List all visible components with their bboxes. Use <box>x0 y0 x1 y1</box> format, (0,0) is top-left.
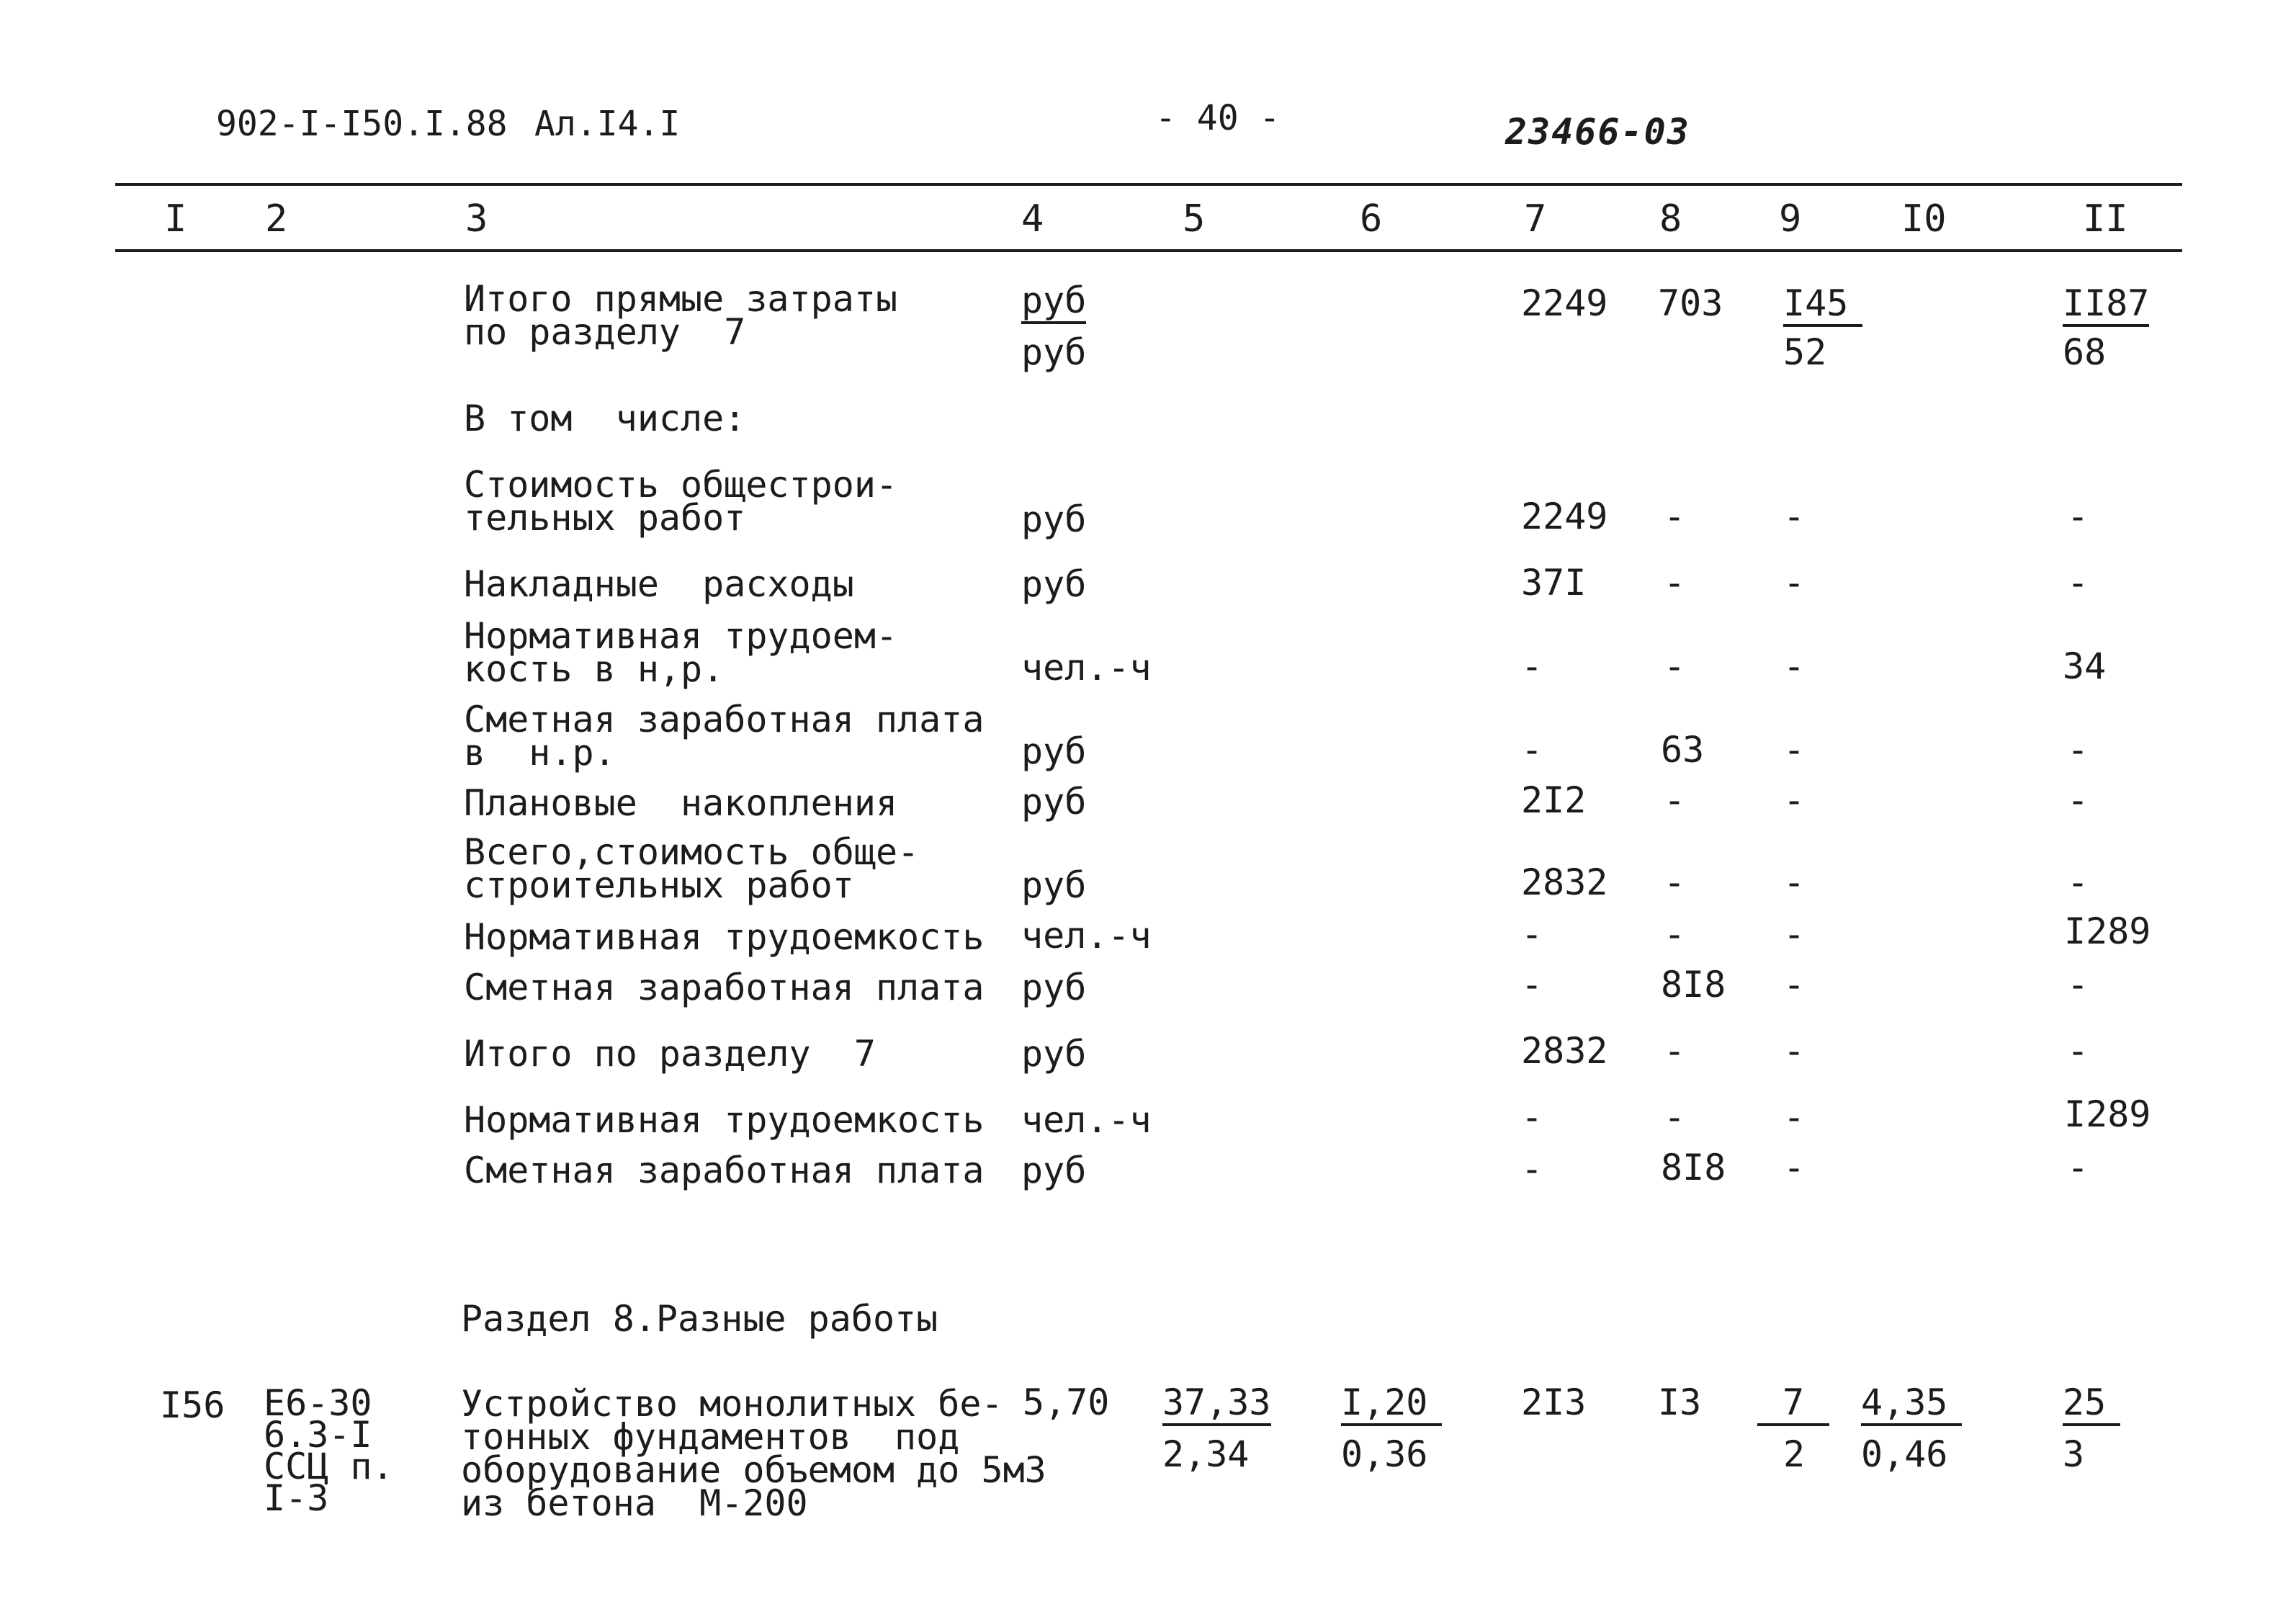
cell-col7: 2832 <box>1521 1030 1608 1072</box>
cell-col11: I289 <box>2064 1093 2151 1135</box>
cell-col9: - <box>1783 913 1806 955</box>
cell-col8: - <box>1664 913 1686 955</box>
unit: руб <box>1021 864 1087 906</box>
cell-col7: 2I3 <box>1521 1381 1587 1423</box>
unit: руб <box>1021 1033 1087 1075</box>
row-description: Сметная заработная плата в н.р. <box>464 699 985 774</box>
cell-col6: I,20 <box>1341 1384 1442 1426</box>
row-description: Итого по разделу 7 <box>464 1033 876 1075</box>
unit: руб <box>1021 1150 1087 1191</box>
page-number: - 40 - <box>1155 98 1281 138</box>
unit: руб <box>1021 730 1087 772</box>
row-description: Нормативная трудоемкость <box>464 1099 985 1141</box>
row-description: Накладные расходы <box>464 563 854 605</box>
cell-col11: - <box>2067 964 2089 1005</box>
cell-col8: 8I8 <box>1661 964 1726 1005</box>
cell-col7: 2832 <box>1521 861 1608 903</box>
cell-col5-secondary: 2,34 <box>1162 1433 1250 1475</box>
cell-col4: 5,70 <box>1023 1381 1110 1423</box>
table-top-rule <box>115 183 2182 186</box>
cell-col9: 7 <box>1757 1384 1829 1426</box>
unit: чел.-ч <box>1021 915 1152 957</box>
cell-col11: - <box>2067 562 2089 604</box>
cell-col9: - <box>1783 645 1806 687</box>
row-description: В том числе: <box>464 398 746 439</box>
cell-col8: - <box>1664 861 1686 903</box>
section-title: Раздел 8.Разные работы <box>461 1298 938 1340</box>
inventory-stamp: 23466-03 <box>1505 111 1690 153</box>
column-header: I <box>164 197 187 241</box>
cell-col8: - <box>1664 779 1686 821</box>
cell-col11: I289 <box>2064 910 2151 952</box>
cell-col9: - <box>1783 1096 1806 1138</box>
cell-col5: 37,33 <box>1162 1384 1271 1426</box>
cell-col9: - <box>1783 562 1806 604</box>
cell-col7: - <box>1521 913 1543 955</box>
document-code: 902-I-I50.I.88 <box>216 104 508 144</box>
cell-col7: 2249 <box>1521 496 1608 537</box>
column-header: 4 <box>1021 197 1044 241</box>
column-header: 2 <box>265 197 288 241</box>
row-description: Устройство монолитных бе- тонных фундаментов под оборудование объемом до 5м3 из бетона М-200 <box>461 1383 1046 1524</box>
cell-col9: I45 <box>1783 285 1862 327</box>
sheet-number: Ал.I4.I <box>534 104 681 144</box>
cell-col6-secondary: 0,36 <box>1341 1433 1428 1475</box>
cell-col7: - <box>1521 1096 1543 1138</box>
cell-col11: - <box>2067 1030 2089 1072</box>
cell-col8: 8I8 <box>1661 1147 1726 1188</box>
cell-col11: - <box>2067 729 2089 771</box>
cell-col8: 63 <box>1661 729 1705 771</box>
cell-col7: - <box>1521 645 1543 687</box>
cell-col9-secondary: 2 <box>1783 1433 1806 1475</box>
cell-col9: - <box>1783 1030 1806 1072</box>
cell-col8: I3 <box>1658 1381 1702 1423</box>
cell-col11: 34 <box>2063 645 2107 687</box>
cell-col8: - <box>1664 1030 1686 1072</box>
cell-col7: - <box>1521 964 1543 1005</box>
row-description: Всего,стоимость обще- строительных работ <box>464 831 920 906</box>
row-description: Нормативная трудоем- кость в н,р. <box>464 615 898 690</box>
price-reference: Е6-30 6.3-I ССЦ п. I-3 <box>264 1382 394 1519</box>
cell-col11: - <box>2067 1147 2089 1188</box>
cell-col11: - <box>2067 861 2089 903</box>
cell-col9: - <box>1783 729 1806 771</box>
item-number: I56 <box>160 1384 225 1426</box>
column-header: 7 <box>1524 197 1547 241</box>
column-header: 3 <box>465 197 488 241</box>
cell-col9-secondary: 52 <box>1783 331 1827 373</box>
unit: руб <box>1021 781 1087 823</box>
column-header: 8 <box>1659 197 1682 241</box>
unit: руб <box>1021 563 1087 605</box>
cell-col9: - <box>1783 496 1806 537</box>
cell-col8: - <box>1664 645 1686 687</box>
cell-col10-secondary: 0,46 <box>1861 1433 1948 1475</box>
cell-col8: - <box>1664 496 1686 537</box>
unit: руб <box>1021 498 1087 540</box>
cell-col9: - <box>1783 964 1806 1005</box>
cell-col7: 2I2 <box>1521 779 1587 821</box>
row-description: Сметная заработная плата <box>464 1150 985 1191</box>
cell-col11: - <box>2067 779 2089 821</box>
column-header: 5 <box>1183 197 1206 241</box>
column-header: II <box>2083 197 2128 241</box>
unit: чел.-ч <box>1021 1099 1152 1141</box>
cell-col11-secondary: 3 <box>2063 1433 2085 1475</box>
cell-col7: 2249 <box>1521 282 1608 324</box>
unit: чел.-ч <box>1021 647 1152 689</box>
column-header: 6 <box>1360 197 1383 241</box>
row-description: Плановые накопления <box>464 782 898 824</box>
table-header-rule <box>115 249 2182 252</box>
row-description: Сметная заработная плата <box>464 967 985 1008</box>
cell-col10: 4,35 <box>1861 1384 1962 1426</box>
row-description: Итого прямые затраты по разделу 7 <box>464 278 898 353</box>
cell-col8: 703 <box>1658 282 1723 324</box>
column-header: I0 <box>1901 197 1947 241</box>
cell-col8: - <box>1664 1096 1686 1138</box>
unit: руб <box>1021 967 1087 1008</box>
cell-col9: - <box>1783 779 1806 821</box>
cell-col11: 25 <box>2063 1384 2120 1426</box>
cell-col11: - <box>2067 496 2089 537</box>
unit: руб <box>1021 282 1086 324</box>
cell-col7: 37I <box>1521 562 1587 604</box>
row-description: Стоимость общестрои- тельных работ <box>464 464 898 539</box>
cell-col11-secondary: 68 <box>2063 331 2107 373</box>
cell-col11: II87 <box>2063 285 2149 327</box>
unit-secondary: руб <box>1021 331 1087 373</box>
row-description: Нормативная трудоемкость <box>464 916 985 958</box>
cell-col9: - <box>1783 861 1806 903</box>
cell-col9: - <box>1783 1147 1806 1188</box>
cell-col8: - <box>1664 562 1686 604</box>
cell-col7: - <box>1521 729 1543 771</box>
cell-col7: - <box>1521 1148 1543 1190</box>
column-header: 9 <box>1779 197 1802 241</box>
